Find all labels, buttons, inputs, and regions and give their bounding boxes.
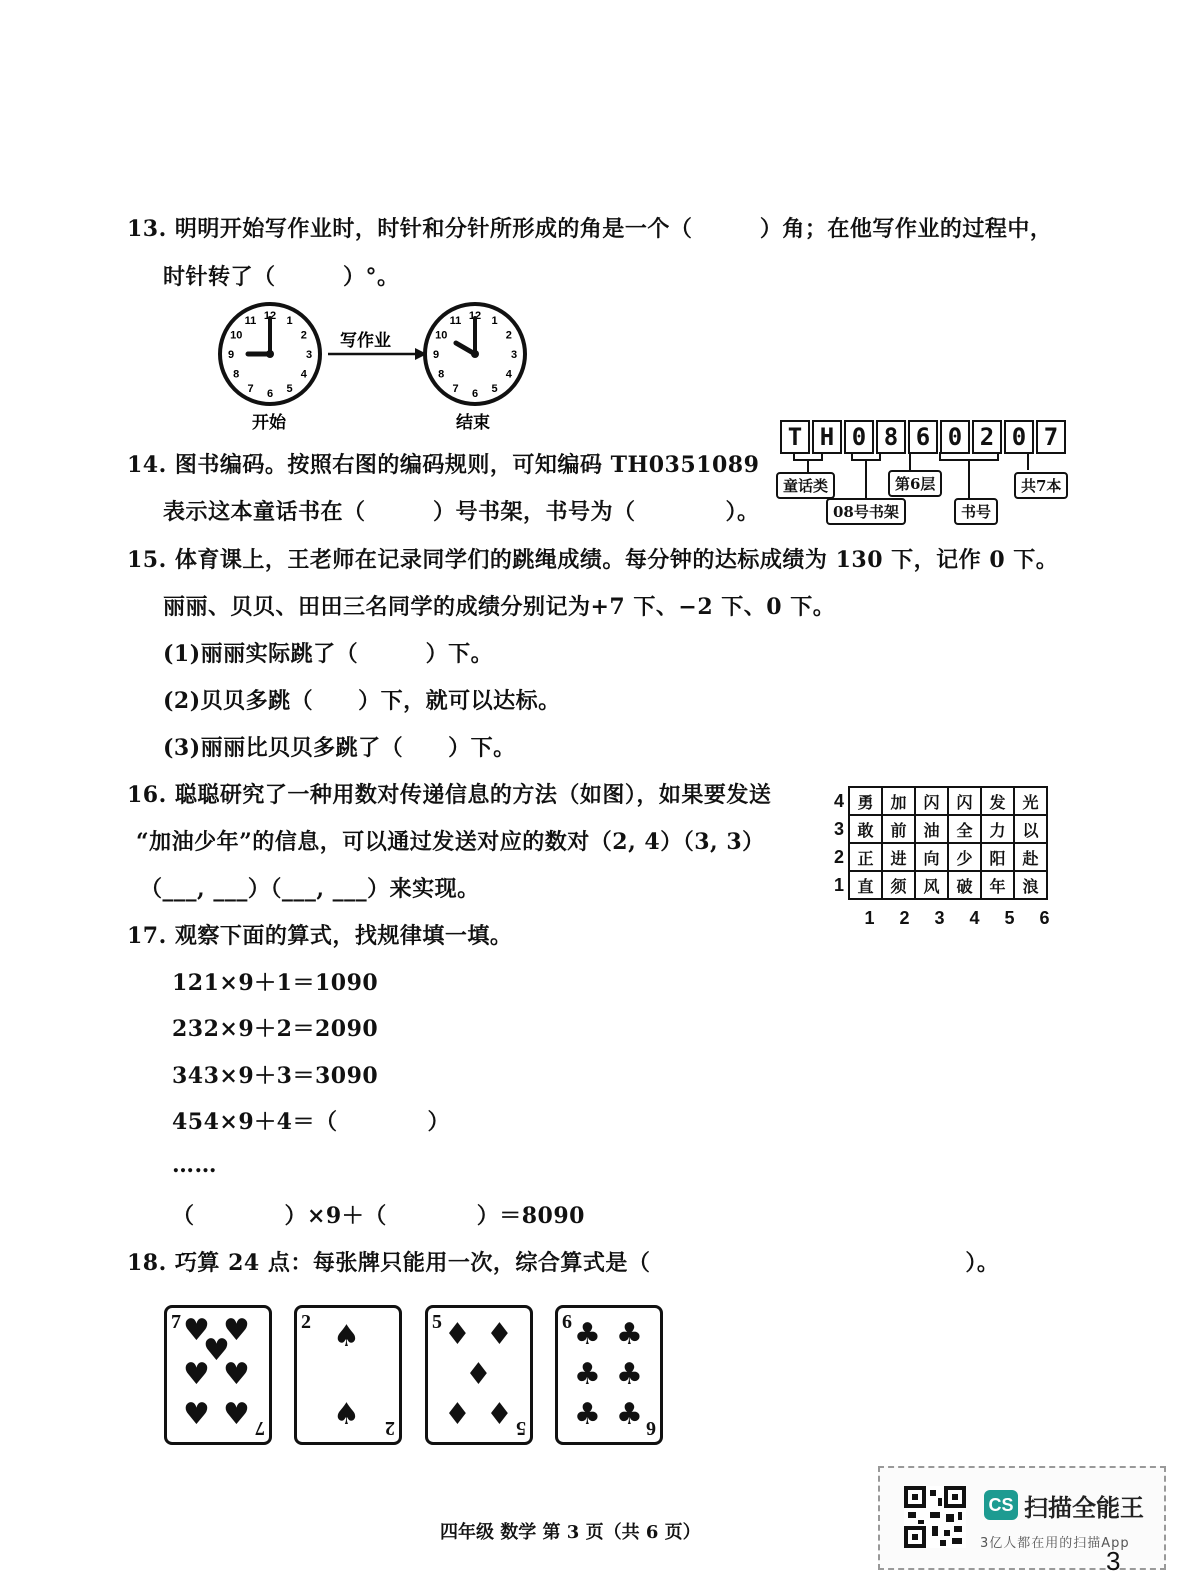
code-char-box: 8 — [876, 420, 906, 454]
code-char-box: 7 — [1036, 420, 1066, 454]
scanner-title: 扫描全能王 — [1024, 1494, 1144, 1522]
card-suit-icon: ♣ — [574, 1317, 601, 1352]
scanner-watermark — [878, 1466, 1166, 1570]
grid-cell: 全 — [948, 815, 981, 843]
card-suit-icon: ♥ — [183, 1397, 210, 1432]
q17-eq3: 343×9＋3＝3090 — [172, 1063, 379, 1089]
card-suit-icon: ♥ — [203, 1333, 230, 1368]
card-rank: 6 — [646, 1417, 656, 1439]
grid-x-label: 1 — [864, 908, 875, 928]
card-rank: 6 — [562, 1311, 572, 1333]
card-suit-icon: ♥ — [223, 1357, 250, 1392]
end-clock-number: 8 — [438, 368, 445, 381]
card-rank: 2 — [385, 1417, 395, 1439]
card-suit-icon: ♥ — [223, 1313, 250, 1348]
grid-cell: 光 — [1014, 787, 1047, 815]
start-clock-number: 12 — [263, 310, 277, 322]
message-grid-table — [830, 786, 1048, 900]
q16-line1: 16. 聪聪研究了一种用数对传递信息的方法（如图），如果要发送 — [127, 782, 772, 808]
start-clock-number: 10 — [230, 329, 243, 342]
card-rank: 7 — [255, 1417, 265, 1439]
start-clock-number: 1 — [286, 315, 293, 328]
card-suit-icon: ♦ — [444, 1317, 471, 1352]
q15-sub2: (2)贝贝多跳（ ）下，就可以达标。 — [163, 688, 561, 714]
grid-cell: 赴 — [1014, 843, 1047, 871]
start-clock-number: 7 — [247, 382, 254, 395]
start-clock-number: 9 — [227, 349, 235, 361]
card-suit-icon: ♣ — [616, 1357, 643, 1392]
end-clock-number: 4 — [505, 368, 512, 381]
end-clock-number: 1 — [491, 315, 498, 328]
grid-y-label: 4 — [833, 790, 844, 811]
grid-cell: 敢 — [849, 815, 882, 843]
code-label-shujia: 08号书架 — [826, 498, 906, 525]
q13-line1: 13. 明明开始写作业时，时针和分针所形成的角是一个（ ）角；在他写作业的过程中， — [127, 216, 1053, 242]
grid-cell: 破 — [948, 871, 981, 899]
grid-cell: 闪 — [948, 787, 981, 815]
grid-x-label: 2 — [899, 908, 910, 928]
end-clock-number: 2 — [505, 329, 512, 342]
q18-line: 18. 巧算 24 点：每张牌只能用一次，综合算式是（ ）。 — [127, 1250, 1000, 1276]
grid-cell: 油 — [915, 815, 948, 843]
code-label-shuhao: 书号 — [954, 498, 998, 525]
grid-y-label: 2 — [833, 846, 844, 867]
end-clock-number: 7 — [452, 382, 459, 395]
q17-title: 17. 观察下面的算式，找规律填一填。 — [127, 923, 513, 949]
start-clock — [220, 304, 320, 404]
code-char-box: T — [780, 420, 810, 454]
grid-cell: 进 — [882, 843, 915, 871]
grid-cell: 以 — [1014, 815, 1047, 843]
grid-x-label: 4 — [969, 908, 980, 928]
code-label-tonghua: 童话类 — [776, 472, 835, 499]
grid-y-label: 1 — [833, 874, 844, 895]
page-number: 3 — [1106, 1546, 1121, 1576]
card-rank: 5 — [432, 1311, 442, 1333]
q15-sub1: (1)丽丽实际跳了（ ）下。 — [163, 641, 494, 667]
end-clock — [425, 304, 525, 404]
card-suit-icon: ♣ — [616, 1397, 643, 1432]
start-clock-number: 6 — [266, 388, 274, 400]
q14-line2: 表示这本童话书在（ ）号书架，书号为（ ）。 — [163, 499, 760, 525]
grid-cell: 阳 — [981, 843, 1014, 871]
code-char-box: 2 — [972, 420, 1002, 454]
end-label: 结束 — [456, 413, 490, 433]
grid-cell: 正 — [849, 843, 882, 871]
card-suit-icon: ♠ — [333, 1319, 360, 1354]
card-suit-icon: ♣ — [574, 1357, 601, 1392]
start-clock-number: 11 — [244, 315, 257, 328]
end-clock-number: 6 — [471, 388, 479, 400]
code-char-box: H — [812, 420, 842, 454]
start-clock-number: 5 — [286, 382, 293, 395]
playing-card — [164, 1305, 272, 1445]
end-clock-number: 9 — [432, 349, 440, 361]
card-suit-icon: ♥ — [183, 1313, 210, 1348]
playing-card — [294, 1305, 402, 1445]
grid-cell: 发 — [981, 787, 1014, 815]
q17-eq1: 121×9＋1＝1090 — [172, 970, 379, 996]
qr-code-icon — [904, 1486, 966, 1548]
grid-cell: 前 — [882, 815, 915, 843]
grid-cell: 直 — [849, 871, 882, 899]
grid-x-label: 5 — [1004, 908, 1015, 928]
end-clock-center — [471, 350, 479, 358]
card-suit-icon: ♦ — [444, 1397, 471, 1432]
start-clock-number: 2 — [300, 329, 307, 342]
scanner-subtitle: 3亿人都在用的扫描App — [980, 1536, 1130, 1551]
end-clock-number: 12 — [468, 310, 482, 322]
q17-eq2: 232×9＋2＝2090 — [172, 1016, 379, 1042]
start-clock-number: 4 — [300, 368, 307, 381]
message-grid-x-labels — [852, 908, 1062, 929]
card-rank: 2 — [301, 1311, 311, 1333]
q15-line2: 丽丽、贝贝、田田三名同学的成绩分别记为+7 下、−2 下、0 下。 — [163, 594, 836, 620]
q15-sub3: (3)丽丽比贝贝多跳了（ ）下。 — [163, 735, 516, 761]
code-char-box: 0 — [1004, 420, 1034, 454]
grid-cell: 闪 — [915, 787, 948, 815]
end-clock-number: 5 — [491, 382, 498, 395]
q17-dots: …… — [172, 1152, 217, 1178]
arrow-label: 写作业 — [340, 331, 391, 351]
q14-line1: 14. 图书编码。按照右图的编码规则，可知编码 TH0351089 — [127, 452, 760, 478]
playing-card — [425, 1305, 533, 1445]
code-char-box: 6 — [908, 420, 938, 454]
card-suit-icon: ♠ — [333, 1397, 360, 1432]
q16-line2: “加油少年”的信息，可以通过发送对应的数对（2, 4）（3, 3） — [136, 829, 765, 855]
code-char-box: 0 — [940, 420, 970, 454]
card-suit-icon: ♦ — [486, 1317, 513, 1352]
card-rank: 5 — [516, 1417, 526, 1439]
q13-line2: 时针转了（ ）°。 — [163, 264, 400, 290]
end-clock-number: 10 — [435, 329, 448, 342]
book-code-row — [780, 420, 1066, 454]
code-label-ceng: 第6层 — [888, 470, 942, 497]
card-rank: 7 — [171, 1311, 181, 1333]
start-clock-center — [266, 350, 274, 358]
code-label-total: 共7本 — [1014, 472, 1068, 499]
card-suit-icon: ♦ — [465, 1357, 492, 1392]
grid-y-label: 3 — [833, 818, 844, 839]
card-suit-icon: ♥ — [223, 1397, 250, 1432]
grid-cell: 加 — [882, 787, 915, 815]
grid-cell: 勇 — [849, 787, 882, 815]
grid-cell: 向 — [915, 843, 948, 871]
q17-eq5: （ ）×9＋（ ）＝8090 — [172, 1203, 585, 1229]
end-clock-number: 11 — [449, 315, 462, 328]
start-clock-number: 3 — [305, 349, 313, 361]
code-char-box: 0 — [844, 420, 874, 454]
page-footer: 四年级 数学 第 3 页（共 6 页） — [440, 1522, 701, 1543]
message-grid — [830, 786, 1050, 928]
q15-line1: 15. 体育课上，王老师在记录同学们的跳绳成绩。每分钟的达标成绩为 130 下，记作 0 下。 — [127, 547, 1059, 573]
card-suit-icon: ♥ — [183, 1357, 210, 1392]
grid-x-label: 3 — [934, 908, 945, 928]
end-clock-number: 3 — [510, 349, 518, 361]
q13-clocks-diagram — [210, 296, 540, 436]
grid-cell: 浪 — [1014, 871, 1047, 899]
playing-card — [555, 1305, 663, 1445]
q17-eq4: 454×9＋4＝（ ） — [172, 1109, 450, 1135]
grid-cell: 少 — [948, 843, 981, 871]
card-suit-icon: ♣ — [574, 1397, 601, 1432]
card-suit-icon: ♣ — [616, 1317, 643, 1352]
q16-line3: （___, ___）（___, ___）来实现。 — [140, 876, 480, 902]
grid-cell: 年 — [981, 871, 1014, 899]
grid-cell: 须 — [882, 871, 915, 899]
start-label: 开始 — [252, 413, 286, 433]
start-clock-number: 8 — [233, 368, 240, 381]
grid-x-label: 6 — [1039, 908, 1050, 928]
grid-cell: 风 — [915, 871, 948, 899]
card-suit-icon: ♦ — [486, 1397, 513, 1432]
grid-cell: 力 — [981, 815, 1014, 843]
cs-logo: CS — [984, 1490, 1018, 1520]
